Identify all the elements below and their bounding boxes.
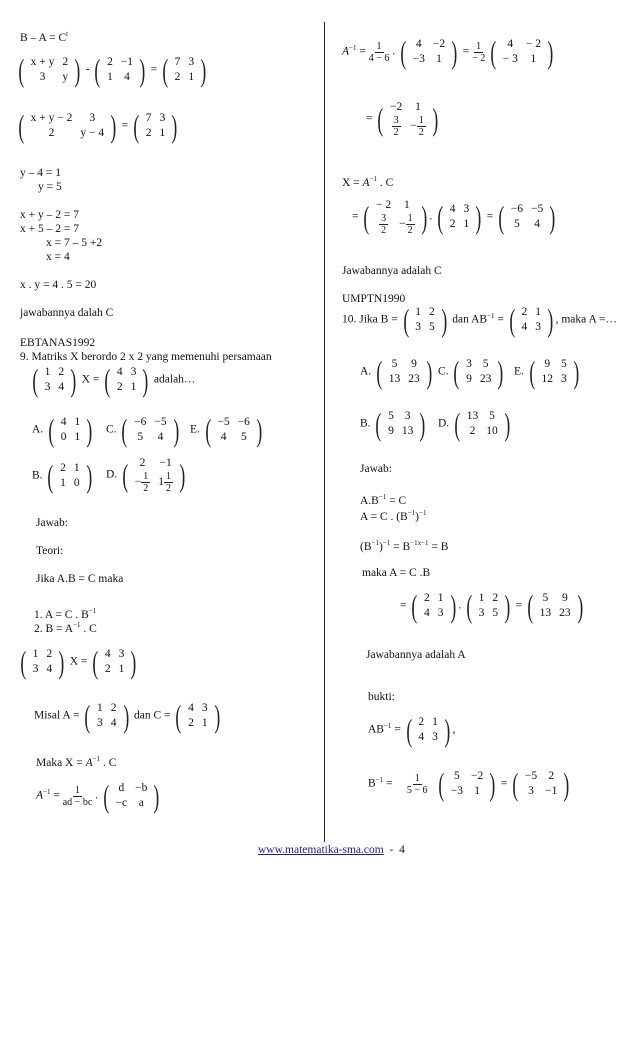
matrix-cell: 5 (388, 410, 394, 422)
matrix-cell: 3 (560, 373, 567, 385)
column-divider (324, 22, 325, 842)
matrix-cell: 4 (424, 607, 430, 619)
matrix-cell: 1 (474, 785, 481, 797)
matrix-cell: −5 (217, 416, 230, 428)
matrix: ( 2 1 4 3 ) (411, 588, 456, 624)
matrix-fraction: ( − 2 1 $\frac{3}{2}$ − $\frac{1}{2}$ ) (363, 199, 427, 236)
matrix: ( 5 9 13 23 ) (527, 588, 583, 624)
eq-line: y – 4 = 1 (20, 167, 61, 179)
matrix-cell: y − 4 (80, 127, 105, 139)
matrix-cell: 3 (535, 321, 541, 333)
matrix: ( 2 1 4 3 ) (509, 302, 554, 338)
matrix-cell: 2 (469, 425, 476, 437)
matrix-cell: 1 (436, 53, 442, 65)
matrix-cell: 1 (530, 53, 537, 65)
matrix: ( 4 3 2 1 ) (104, 362, 149, 398)
matrix: ( 5 3 9 13 ) (375, 406, 426, 442)
product-calc: = ( 2 1 4 3 ) . ( 1 2 3 5 ) = ( 5 9 13 23 ) (400, 590, 585, 622)
matrix-cell: 5 (492, 607, 499, 619)
jawab-label: Jawab: (36, 517, 68, 529)
matrix-cell: 0 (60, 431, 67, 443)
matrix-cell: 1 (437, 592, 444, 604)
matrix-cell: −b (135, 782, 148, 794)
matrix-cell: 2 (48, 127, 55, 139)
matrix: ( 2 1 4 3 ) (406, 712, 451, 748)
eq-ax-c (18, 646, 139, 678)
rule-1: 1. A = C . $B^{-1}$ (34, 607, 97, 621)
matrix-cell: 23 (559, 607, 571, 619)
matrix-cell: 1 (74, 416, 81, 428)
option-e (190, 414, 265, 446)
matrix-cell: 1 (107, 71, 113, 83)
matrix: ( 9 5 12 3 ) (529, 354, 579, 390)
matrix-cell: 2 (188, 717, 194, 729)
matrix-cell: −5 (154, 416, 167, 428)
eq-text: = C (389, 494, 407, 507)
matrix-cell: 3 (159, 112, 166, 124)
option-label: A. (360, 365, 372, 378)
matrix: ( 4 3 2 1 ) (175, 698, 220, 734)
matrix-cell: 4 (220, 431, 227, 443)
option-a (360, 356, 434, 388)
x-formula: $X = A^{-1}$ . C (342, 175, 394, 189)
matrix-cell: 0 (73, 477, 80, 489)
matrix-cell: 5 (542, 592, 549, 604)
option-d (106, 456, 188, 494)
matrix-cell: 4 (507, 38, 514, 50)
matrix-cell: 13 (466, 410, 479, 422)
eq-line: x = 4 (46, 251, 70, 263)
matrix-cell: a (138, 797, 144, 809)
matrix-fraction: ( −2 1 $\frac{3}{2}$ − $\frac{1}{2}$ ) (377, 101, 439, 138)
matrix-cell: 2 (174, 71, 181, 83)
matrix-cell: −1 (545, 785, 558, 797)
eq-text: 1. A = C . B (34, 608, 89, 621)
matrix: ( 4 1 0 1 ) (48, 412, 93, 448)
matrix-cell: 13 (539, 607, 552, 619)
matrix-cell: 5 (454, 770, 460, 782)
matrix: ( −5 −6 4 5 ) (205, 412, 263, 448)
matrix-cell: 1 (432, 716, 438, 728)
matrix-cell: 3 (528, 785, 534, 797)
matrix-cell: 2 (145, 127, 152, 139)
matrix-cell: 9 (544, 358, 551, 370)
matrix-cell: 4 (157, 431, 164, 443)
ab-inverse: $AB^{-1}$ = ( 2 1 4 3 ) , (368, 712, 456, 748)
matrix-cell: 3 (463, 203, 470, 215)
matrix-cell: 2 (449, 218, 456, 230)
page-number: 4 (399, 844, 405, 856)
eq-text: A = C . (B (360, 510, 408, 523)
eq-line: x . y = 4 . 5 = 20 (20, 279, 97, 291)
matrix-cell: 3 (466, 358, 472, 370)
matrix-cell: 2 (428, 306, 435, 318)
matrix: ( 1 2 3 4 ) (20, 644, 65, 680)
option-b (32, 460, 94, 492)
matrix-cell: 1 (44, 366, 51, 378)
transpose-sup: t (66, 30, 69, 38)
matrix-cell: 5 (428, 321, 435, 333)
eq-text: Misal A = (34, 709, 80, 722)
matrix: ( 5 −2 −3 1 ) (438, 766, 496, 802)
matrix: ( x + y − 2 3 2 y − 4 ) (18, 108, 117, 144)
matrix: ( 2 −1 1 4 ) (94, 52, 146, 88)
matrix-cell: 3 (437, 607, 444, 619)
matrix-cell: 4 (418, 731, 425, 743)
matrix-cell: − 2 (525, 38, 541, 50)
matrix: ( 4 − 2 − 3 1 ) (490, 34, 554, 70)
jawab-label: Jawab: (360, 463, 392, 475)
option-label: C. (438, 365, 449, 378)
matrix-cell: x + y − 2 (30, 112, 73, 124)
eq-text: A (342, 45, 350, 58)
a-inverse-result: = ( −2 1 $\frac{3}{2}$ − $\frac{1}{2}$ ) (366, 100, 440, 138)
matrix-cell: −6 (237, 416, 250, 428)
answer-line: Jawabannya adalah A (366, 649, 466, 661)
matrix-cell: 9 (466, 373, 472, 385)
matrix: ( 3 5 9 23 ) (453, 354, 504, 390)
matrix-cell: 3 (130, 366, 137, 378)
eq-text: Maka X = (36, 756, 83, 769)
matrix-cell: 1 (188, 71, 195, 83)
option-label: D. (106, 468, 118, 481)
matrix-cell: 3 (201, 702, 208, 714)
answer-line: Jawabannya adalah C (342, 265, 442, 277)
matrix-cell: 5 (489, 410, 495, 422)
eq-text: dan C = (134, 709, 171, 722)
matrix-cell: 7 (174, 56, 181, 68)
option-c (106, 414, 181, 446)
matrix-cell: 1 (415, 306, 421, 318)
matrix-cell: 1 (159, 127, 166, 139)
matrix-cell: 2 (104, 663, 111, 675)
matrix-cell: 3 (44, 381, 51, 393)
matrix-cell: y (62, 71, 69, 83)
matrix-cell: 2 (107, 56, 113, 68)
matrix-equation-1: ( x + y 2 3 y ) - ( 2 −1 1 4 ) = ( 7 3 2 1 ) (16, 54, 209, 86)
eq-line: x + 5 – 2 = 7 (20, 223, 79, 235)
matrix-cell: 1 (463, 218, 470, 230)
eq-text: , maka A =… (555, 313, 618, 326)
matrix-cell: 3 (32, 663, 39, 675)
source-label: EBTANAS1992 (20, 337, 96, 349)
matrix-cell: 2 (110, 702, 117, 714)
matrix-cell: 2 (62, 56, 69, 68)
option-a (32, 414, 95, 446)
matrix-cell: 12 (541, 373, 553, 385)
matrix-cell: 4 (449, 203, 456, 215)
matrix-cell: 1 (74, 431, 81, 443)
option-label: E. (514, 365, 524, 378)
site-link[interactable]: www.matematika-sma.com (258, 844, 384, 856)
matrix-cell: 1 (118, 663, 125, 675)
a-inverse-calc: $A^{-1}$ = $\frac{1}{4 - 6}$ . ( 4 −2 −3 1 ) = $\frac{1}{- 2}$ ( 4 − 2 − 3 1 ) (342, 36, 556, 68)
matrix-cell: 3 (432, 731, 438, 743)
matrix-cell: 3 (118, 648, 125, 660)
eq-line: x = 7 – 5 +2 (46, 237, 103, 249)
option-label: C. (106, 423, 117, 436)
matrix-cell: 4 (521, 321, 528, 333)
fraction: $\frac{1}{4 - 6}$ (368, 40, 390, 64)
matrix-cell: 1 (478, 592, 485, 604)
eq-text: . C (102, 756, 117, 769)
eq-text: B (368, 777, 376, 790)
matrix-cell: 9 (411, 358, 417, 370)
matrix-cell: 10 (486, 425, 498, 437)
eq-text: adalah… (153, 373, 196, 386)
matrix-cell: −1 (120, 56, 134, 68)
matrix-cell: d (118, 782, 125, 794)
matrix-cell: 1 (73, 462, 80, 474)
matrix-cell: 4 (58, 381, 65, 393)
matrix: ( 4 −2 −3 1 ) (400, 34, 458, 70)
matrix-fraction: ( 2 −1 − $\frac{1}{2}$ 1 $\frac{1}{2}$ ) (122, 457, 186, 494)
answer-line: jawabannya dalah C (20, 307, 114, 319)
matrix: ( −6 −5 5 4 ) (121, 412, 179, 448)
eq-text: X = (342, 176, 360, 189)
matrix: ( 4 3 2 1 ) (437, 199, 482, 235)
matrix-cell: 3 (89, 112, 96, 124)
matrix-cell: 1 (60, 477, 66, 489)
matrix-cell: 2 (60, 462, 66, 474)
fraction: $\frac{1}{- 2}$ (472, 40, 486, 64)
eq-text: = B (393, 540, 411, 553)
matrix-cell: 4 (60, 416, 67, 428)
matrix-cell: −3 (412, 53, 425, 65)
matrix: ( d −b −c a ) (103, 778, 160, 814)
matrix-cell: 5 (240, 431, 247, 443)
eq-text: A.B (360, 494, 379, 507)
matrix-cell: 23 (479, 373, 492, 385)
bukti-label: bukti: (368, 691, 395, 703)
matrix-cell: 4 (415, 38, 422, 50)
matrix-cell: −6 (510, 203, 524, 215)
matrix-cell: −2 (471, 770, 484, 782)
fraction: $\frac{1}{ad - bc}$ (62, 784, 93, 808)
eq-b-minus-a (20, 30, 68, 44)
option-label: A. (32, 423, 44, 436)
eq-line: y = 5 (38, 181, 62, 193)
option-b (360, 408, 428, 440)
fraction: $\frac{1}{5 - 6}$ (406, 772, 428, 796)
b-inverse: $B^{-1}$ = $\frac{1}{5 - 6}$ ( 5 −2 −3 1 ) = ( −5 2 3 −1 ) (368, 768, 572, 800)
matrix-cell: 2 (418, 716, 425, 728)
matrix-cell: 7 (145, 112, 152, 124)
x-calc: = ( − 2 1 $\frac{3}{2}$ − $\frac{1}{2}$ ) . ( 4 3 2 1 ) = ( −6 −5 5 4 ) (352, 198, 558, 236)
matrix-cell: 23 (408, 373, 420, 385)
rule-2: 2. $B = A^{-1}$ . C (34, 621, 97, 635)
matrix-cell: 4 (116, 366, 123, 378)
matrix: ( 7 3 2 1 ) (133, 108, 178, 144)
eq-text: X = (81, 373, 100, 386)
step-1: $A.B^{-1} = C$ (360, 493, 407, 507)
q9-equation (30, 364, 195, 396)
matrix-cell: 3 (97, 717, 103, 729)
eq-text: 2. B = A (34, 622, 74, 635)
matrix-cell: 4 (188, 702, 194, 714)
matrix-cell: 2 (116, 381, 123, 393)
matrix: ( 13 5 2 10 ) (454, 406, 510, 442)
matrix-cell: 3 (404, 410, 411, 422)
matrix-cell: −5 (531, 203, 544, 215)
misal-line (34, 700, 222, 732)
matrix-cell: 13 (401, 425, 414, 437)
eq-text: (B (360, 540, 372, 553)
eq-text: AB (368, 723, 384, 736)
matrix-cell: 5 (482, 358, 489, 370)
matrix-cell: −6 (134, 416, 147, 428)
matrix-equation-2: ( x + y − 2 3 2 y − 4 ) = ( 7 3 2 1 ) (16, 110, 180, 142)
matrix: ( −6 −5 5 4 ) (498, 199, 556, 235)
matrix: ( 1 2 3 5 ) (402, 302, 447, 338)
matrix-cell: 2 (46, 648, 53, 660)
matrix-cell: 5 (514, 218, 520, 230)
matrix-cell: −c (115, 797, 128, 809)
matrix-cell: x + y (30, 56, 55, 68)
matrix-cell: 1 (201, 717, 208, 729)
matrix-cell: −5 (524, 770, 538, 782)
eq-line: x + y – 2 = 7 (20, 209, 79, 221)
teori-label: Teori: (36, 545, 64, 557)
eq-text: ) (415, 510, 419, 523)
maka-line: Maka $X = A^{-1}$ . C (36, 755, 117, 769)
option-label: E. (190, 423, 200, 436)
matrix-cell: 4 (46, 663, 53, 675)
matrix-cell: 3 (478, 607, 485, 619)
matrix-cell: 2 (521, 306, 528, 318)
matrix-cell: 2 (548, 770, 555, 782)
matrix-cell: 4 (110, 717, 117, 729)
matrix-cell: 9 (562, 592, 568, 604)
matrix-cell: 3 (188, 56, 195, 68)
matrix-cell: 3 (415, 321, 421, 333)
matrix-cell: 2 (58, 366, 65, 378)
eq-text: . C (83, 622, 97, 635)
eq-text: A (36, 789, 44, 802)
matrix: ( 7 3 2 1 ) (162, 52, 207, 88)
matrix: ( 1 2 3 4 ) (32, 362, 77, 398)
source-label: UMPTN1990 (342, 293, 406, 305)
eq-text: ) (378, 540, 383, 553)
matrix: ( 4 3 2 1 ) (92, 644, 137, 680)
page-footer (258, 844, 405, 856)
option-d (438, 408, 512, 440)
inverse-formula: $A^{-1}$ = $\frac{1}{ad - bc}$ . ( d −b −c a ) (36, 780, 162, 812)
matrix: ( 5 9 13 23 ) (376, 354, 432, 390)
footer-separator: - (389, 844, 394, 856)
matrix-cell: 4 (104, 648, 111, 660)
matrix-cell: 13 (388, 373, 401, 385)
matrix-cell: 2 (424, 592, 430, 604)
matrix: ( x + y 2 3 y ) (18, 52, 81, 88)
option-c (438, 356, 506, 388)
option-e (514, 356, 581, 388)
matrix-cell: 3 (39, 71, 46, 83)
question-9: 9. Matriks X berordo 2 x 2 yang memenuhi persamaan (20, 351, 272, 363)
teori-statement: Jika A.B = C maka (36, 573, 124, 585)
option-label: D. (438, 417, 450, 430)
matrix-cell: −2 (432, 38, 446, 50)
matrix-cell: 5 (391, 358, 398, 370)
question-10: 10. Jika B = ( 1 2 3 5 ) dan $AB^{-1}$ = ( 2 1 4 3 ) , maka A =… (342, 302, 618, 338)
step-3: $(B^{-1})^{-1} = B^{-1x-1} = B$ (360, 539, 449, 553)
option-label: B. (360, 417, 371, 430)
step-4: maka A = C .B (362, 567, 431, 579)
matrix-cell: 2 (492, 592, 499, 604)
matrix-cell: 1 (130, 381, 137, 393)
matrix-cell: 1 (32, 648, 39, 660)
eq-text: 10. Jika B = (342, 313, 398, 326)
matrix: ( 1 2 3 5 ) (466, 588, 511, 624)
matrix-cell: 5 (137, 431, 144, 443)
option-label: B. (32, 469, 43, 482)
matrix-cell: 5 (560, 358, 567, 370)
matrix-cell: −3 (450, 785, 464, 797)
matrix: ( −5 2 3 −1 ) (512, 766, 570, 802)
matrix-cell: 1 (535, 306, 541, 318)
eq-text: X = (69, 655, 88, 668)
matrix-cell: 9 (388, 425, 394, 437)
step-2: A = C . $(B^{-1})^{-1}$ (360, 509, 427, 523)
eq-text: B – A = C (20, 31, 67, 44)
eq-text: . C (379, 176, 394, 189)
matrix-cell: − 3 (502, 53, 518, 65)
matrix-cell: 1 (97, 702, 103, 714)
matrix-cell: 4 (534, 218, 541, 230)
eq-text: dan AB (452, 313, 488, 326)
eq-text: = B (431, 540, 449, 553)
matrix: ( 2 1 1 0 ) (47, 458, 92, 494)
matrix: ( 1 2 3 4 ) (84, 698, 129, 734)
matrix-cell: 4 (124, 71, 130, 83)
